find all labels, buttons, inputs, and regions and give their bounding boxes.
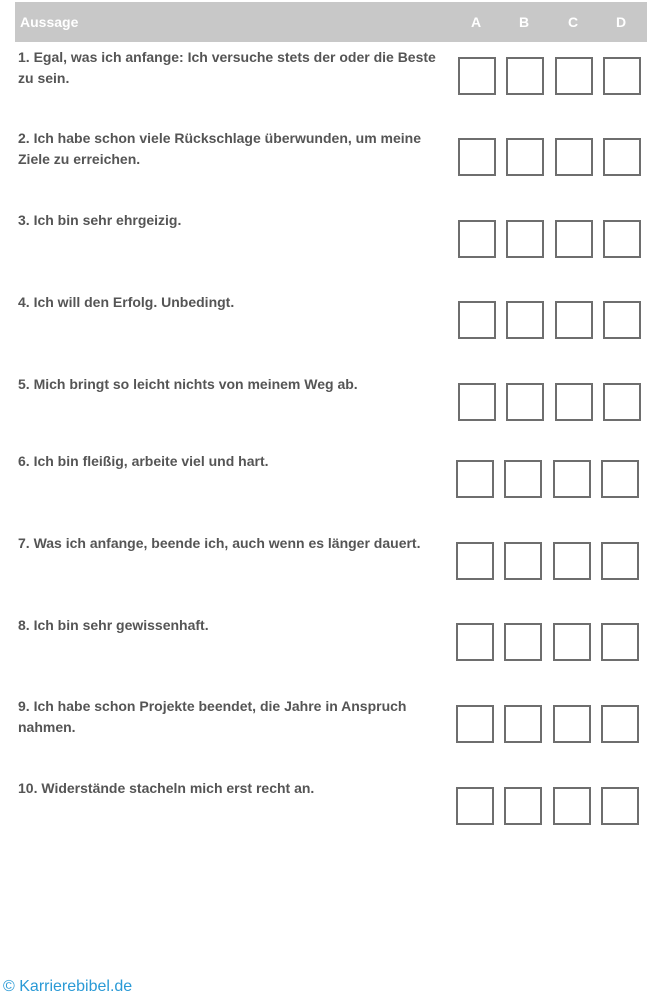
answer-box-b[interactable] — [506, 301, 544, 339]
answer-box-d[interactable] — [601, 460, 639, 498]
header-column-a: A — [470, 14, 482, 30]
answer-box-d[interactable] — [601, 787, 639, 825]
answer-box-d[interactable] — [603, 383, 641, 421]
statement-text: 2. Ich habe schon viele Rückschlage überwunden, um meine Ziele zu erreichen. — [18, 130, 422, 167]
answer-box-d[interactable] — [603, 138, 641, 176]
table-header — [15, 2, 647, 42]
answer-box-a[interactable] — [458, 220, 496, 258]
statement-text: 1. Egal, was ich anfange: Ich versuche stets der oder die Beste zu sein. — [18, 49, 436, 86]
statement-row-1 — [0, 47, 649, 107]
statement-row-6 — [0, 451, 649, 511]
answer-box-c[interactable] — [553, 623, 591, 661]
statement-row-10 — [0, 778, 649, 838]
answer-box-d[interactable] — [601, 623, 639, 661]
copyright-icon: © — [3, 978, 15, 995]
answer-box-b[interactable] — [504, 623, 542, 661]
answer-box-a[interactable] — [456, 705, 494, 743]
answer-box-c[interactable] — [553, 542, 591, 580]
statement-row-2 — [0, 128, 649, 188]
statement-row-7 — [0, 533, 649, 593]
statement-row-4 — [0, 292, 649, 352]
answer-box-a[interactable] — [458, 57, 496, 95]
statement-text: 7. Was ich anfange, beende ich, auch wenn es länger dauert. — [18, 535, 421, 551]
statement-text: 6. Ich bin fleißig, arbeite viel und hart. — [18, 453, 269, 469]
statement-text: 5. Mich bringt so leicht nichts von meinem Weg ab. — [18, 376, 358, 392]
answer-box-c[interactable] — [555, 383, 593, 421]
answer-box-a[interactable] — [458, 138, 496, 176]
brand-footer — [3, 978, 132, 996]
answer-box-b[interactable] — [506, 138, 544, 176]
answer-box-c[interactable] — [555, 301, 593, 339]
statement-row-5 — [0, 374, 649, 434]
brand-link[interactable]: Karrierebibel.de — [19, 978, 133, 995]
answer-box-c[interactable] — [555, 57, 593, 95]
answer-box-c[interactable] — [555, 138, 593, 176]
answer-box-c[interactable] — [553, 787, 591, 825]
header-column-d: D — [615, 14, 627, 30]
answer-box-b[interactable] — [504, 542, 542, 580]
header-column-c: C — [567, 14, 579, 30]
statement-row-8 — [0, 615, 649, 675]
answer-box-a[interactable] — [456, 542, 494, 580]
answer-box-d[interactable] — [603, 301, 641, 339]
statement-text: 4. Ich will den Erfolg. Unbedingt. — [18, 294, 235, 310]
header-column-b: B — [518, 14, 530, 30]
answer-box-d[interactable] — [603, 57, 641, 95]
answer-box-d[interactable] — [601, 705, 639, 743]
statement-text: 9. Ich habe schon Projekte beendet, die Jahre in Anspruch nahmen. — [18, 698, 407, 735]
answer-box-b[interactable] — [504, 705, 542, 743]
answer-box-b[interactable] — [506, 220, 544, 258]
answer-box-d[interactable] — [603, 220, 641, 258]
answer-box-c[interactable] — [553, 460, 591, 498]
answer-box-a[interactable] — [456, 623, 494, 661]
answer-box-a[interactable] — [458, 301, 496, 339]
statement-text: 8. Ich bin sehr gewissenhaft. — [18, 617, 209, 633]
answer-box-b[interactable] — [506, 383, 544, 421]
answer-box-b[interactable] — [506, 57, 544, 95]
answer-box-a[interactable] — [458, 383, 496, 421]
answer-box-c[interactable] — [555, 220, 593, 258]
header-statement-label: Aussage — [20, 14, 79, 30]
answer-box-a[interactable] — [456, 787, 494, 825]
answer-box-a[interactable] — [456, 460, 494, 498]
answer-box-d[interactable] — [601, 542, 639, 580]
statement-text: 10. Widerstände stacheln mich erst recht an. — [18, 780, 315, 796]
answer-box-c[interactable] — [553, 705, 591, 743]
statement-row-9 — [0, 696, 649, 756]
answer-box-b[interactable] — [504, 787, 542, 825]
answer-box-b[interactable] — [504, 460, 542, 498]
statement-row-3 — [0, 210, 649, 270]
statement-text: 3. Ich bin sehr ehrgeizig. — [18, 212, 182, 228]
